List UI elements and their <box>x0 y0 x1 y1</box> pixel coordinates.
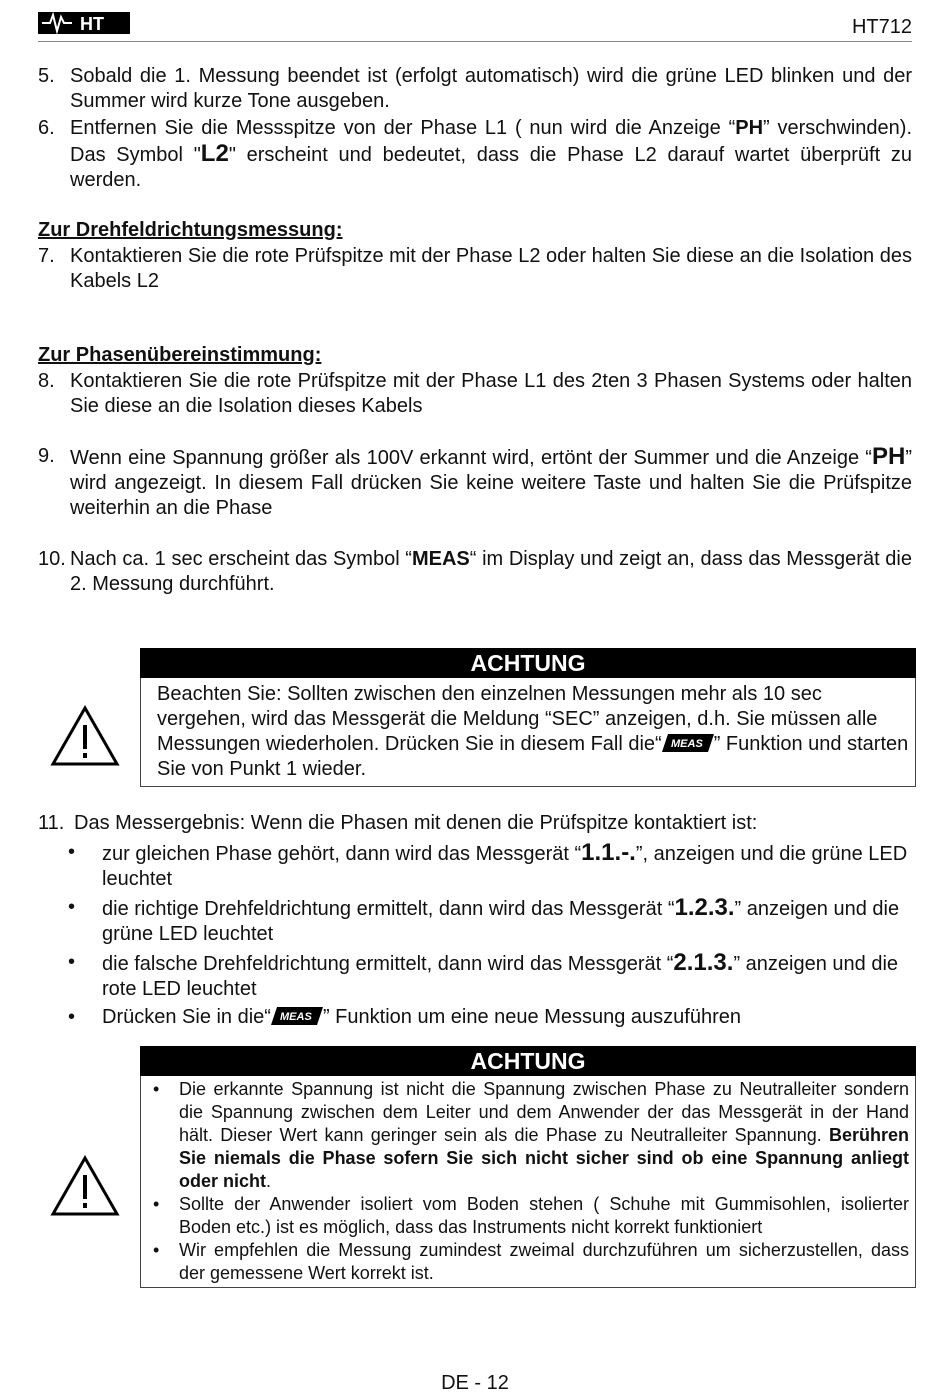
display-result: 1.2.3. <box>674 894 735 921</box>
step-8 <box>38 369 912 419</box>
step-number: 9. <box>38 445 55 467</box>
step-10 <box>38 547 912 597</box>
list-item: • Sollte der Anwender isoliert vom Boden stehen ( Schuhe mit Gummisohlen, isolierter Boden etc.) ist es möglich, dass das Instruments nicht korrekt funktioniert <box>153 1194 909 1237</box>
step-text: Das Messergebnis: Wenn die Phasen mit denen die Prüfspitze kontaktiert ist: <box>74 812 758 834</box>
logo-text: HT <box>80 14 104 34</box>
step-text: Sobald die 1. Messung beendet ist (erfolgt automatisch) wird die grüne LED blinken und der Summer wird kurze Tone ausgeben. <box>70 65 912 112</box>
step-9 <box>38 444 912 521</box>
display-l2: L2 <box>200 140 229 167</box>
warning-title: ACHTUNG <box>140 648 916 678</box>
result-list <box>68 840 914 1033</box>
display-result: 1.1.-. <box>581 839 636 866</box>
display-ph: PH <box>735 117 764 139</box>
display-ph: PH <box>871 443 906 470</box>
warning-triangle-icon <box>50 1155 120 1217</box>
step-text: Entfernen Sie die Messspitze von der Phase L1 ( nun wird die Anzeige “PH” verschwinden). Das Symbol "L2" erscheint und bedeutet, dass die Phase L2 darauf wartet überprüft zu werden. <box>70 117 913 191</box>
display-meas: MEAS <box>411 548 470 570</box>
list-item: • Drücken Sie in die“ MEAS ” Funktion um eine neue Messung auszuführen <box>68 1006 741 1028</box>
step-number: 11. <box>38 812 65 834</box>
warning-box-1 <box>140 648 916 787</box>
warning-list <box>140 1076 916 1288</box>
step-11 <box>38 811 912 836</box>
step-number: 5. <box>38 65 55 87</box>
warning-text: Beachten Sie: Sollten zwischen den einzelnen Messungen mehr als 10 sec vergehen, wird das Messgerät die Meldung “SEC” anzeigen, d.h. Sie müssen alle Messungen wiederholen. Drücken Sie in diesem Fall die“ MEAS ” Funktion und starten Sie von Punkt 1 wieder. <box>140 678 916 787</box>
display-result: 2.1.3. <box>673 949 734 976</box>
step-text: Wenn eine Spannung größer als 100V erkannt wird, ertönt der Summer und die Anzeige “PH” wird angezeigt. In diesem Fall drücken Sie keine weitere Taste und halten Sie die Prüfspitze weiterhin an die Phase <box>70 443 912 519</box>
list-item: • die richtige Drehfeldrichtung ermittelt, dann wird das Messgerät “1.2.3.” anzeigen und die grüne LED leuchtet <box>68 894 900 945</box>
list-item: • Wir empfehlen die Messung zumindest zweimal durchzuführen um sicherzustellen, dass der gemessene Wert korrekt ist. <box>153 1240 909 1283</box>
step-5 <box>38 64 912 114</box>
svg-text:MEAS: MEAS <box>670 737 703 750</box>
svg-text:MEAS: MEAS <box>279 1010 312 1023</box>
header-rule <box>38 41 912 42</box>
list-item: • die falsche Drehfeldrichtung ermittelt, dann wird das Messgerät “2.1.3.” anzeigen und die rote LED leuchtet <box>68 949 899 1000</box>
step-number: 10. <box>38 548 66 570</box>
list-item: • Die erkannte Spannung ist nicht die Spannung zwischen Phase zu Neutralleiter sondern die Spannung zwischen dem Leiter und dem Anwender der das Messgerät in der Hand hält. Dieser Wert kann geringer sein als die Phase zu Neutralleiter Spannung. Berühren Sie niemals die Phase sofern Sie sich nicht sicher sind ob eine Spannung anliegt oder nicht. <box>153 1079 909 1191</box>
meas-key-icon <box>662 734 714 752</box>
warning-title: ACHTUNG <box>140 1046 916 1076</box>
page-number: DE - 12 <box>441 1372 509 1394</box>
heading-phase-match: Zur Phasenübereinstimmung: <box>38 344 322 366</box>
step-number: 6. <box>38 117 55 139</box>
step-text: Kontaktieren Sie die rote Prüfspitze mit der Phase L1 des 2ten 3 Phasen Systems oder halten Sie diese an die Isolation dieses Kabels <box>70 370 912 417</box>
meas-key-icon <box>271 1007 323 1025</box>
list-item: • zur gleichen Phase gehört, dann wird das Messgerät “1.1.-.”, anzeigen und die grüne LED leuchtet <box>68 839 908 890</box>
warning-box-2 <box>140 1046 916 1288</box>
heading-rotation: Zur Drehfeldrichtungsmessung: <box>38 219 343 241</box>
warning-triangle-icon <box>50 705 120 767</box>
step-7 <box>38 244 912 294</box>
model-number: HT712 <box>851 16 912 38</box>
step-text: Nach ca. 1 sec erscheint das Symbol “MEAS“ im Display und zeigt an, dass das Messgerät die 2. Messung durchführt. <box>70 548 912 595</box>
step-number: 8. <box>38 370 55 392</box>
step-6 <box>38 116 912 193</box>
step-number: 7. <box>38 245 55 267</box>
ht-logo <box>38 9 130 36</box>
step-text: Kontaktieren Sie die rote Prüfspitze mit der Phase L2 oder halten Sie diese an die Isolation des Kabels L2 <box>70 245 912 292</box>
